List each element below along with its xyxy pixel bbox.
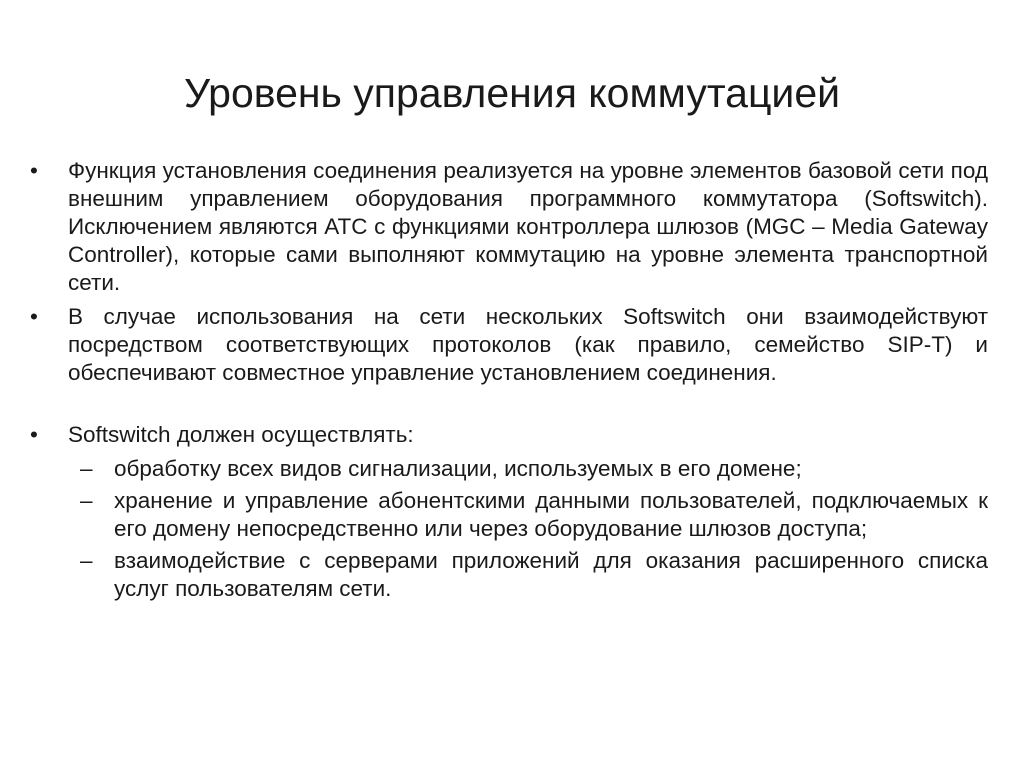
bullet-icon: • xyxy=(30,422,38,447)
sub-text: обработку всех видов сигнализации, используемых в его домене; xyxy=(114,456,802,481)
bullet-item xyxy=(30,421,988,449)
sub-item xyxy=(30,487,988,543)
dash-icon: – xyxy=(80,488,93,513)
bullet-text: В случае использования на сети нескольких Softswitch они взаимодействуют посредством соответствующих протоколов (как правило, семейство SIP-T) и обеспечивают совместное управление установлением соединения. xyxy=(68,304,988,385)
slide-body xyxy=(30,157,988,607)
bullet-item xyxy=(30,303,988,387)
bullet-text: Функция установления соединения реализуется на уровне элементов базовой сети под внешним управлением оборудования программного коммутатора (Softswitch). Исключением являются АТС с функциями контроллера шлюзов (MGC – Media Gateway Controller), которые сами выполняют коммутацию на уровне элемента транспортной сети. xyxy=(68,158,988,295)
bullet-icon: • xyxy=(30,158,38,183)
sub-text: хранение и управление абонентскими данными пользователей, подключаемых к его домену непосредственно или через оборудование шлюзов доступа; xyxy=(114,488,988,541)
sub-text: взаимодействие с серверами приложений для оказания расширенного списка услуг пользователям сети. xyxy=(114,548,988,601)
sub-item xyxy=(30,547,988,603)
dash-icon: – xyxy=(80,548,93,573)
dash-icon: – xyxy=(80,456,93,481)
slide-title: Уровень управления коммутацией xyxy=(183,70,841,116)
bullet-item xyxy=(30,157,988,297)
bullet-text: Softswitch должен осуществлять: xyxy=(68,422,414,447)
bullet-icon: • xyxy=(30,304,38,329)
sub-item xyxy=(30,455,988,483)
